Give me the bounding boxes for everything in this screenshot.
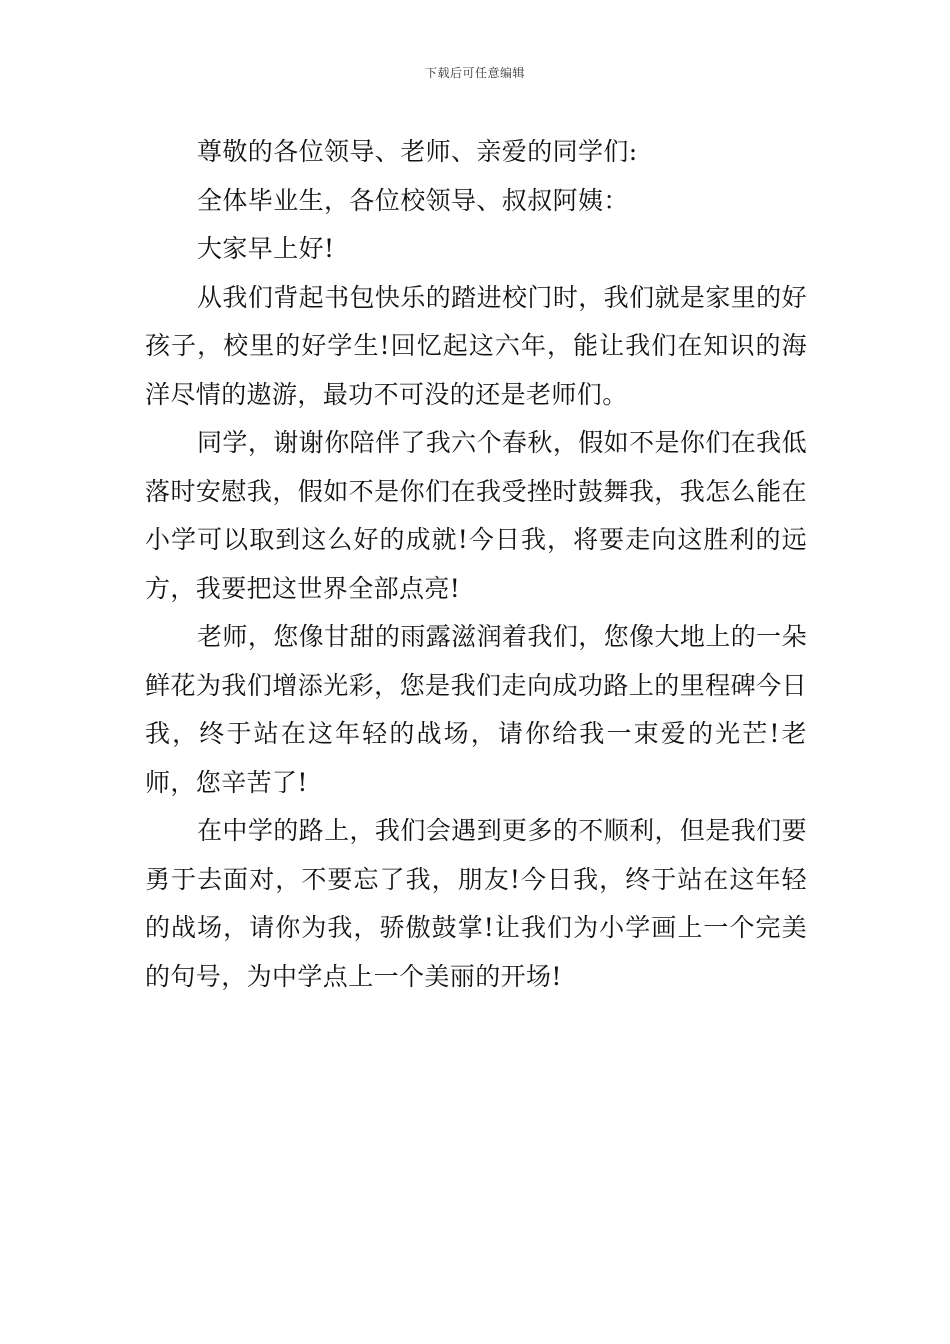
greeting-line-3: 大家早上好!	[197, 234, 335, 263]
paragraph-classmates: 同学，谢谢你陪伴了我六个春秋，假如不是你们在我低落时安慰我，假如不是你们在我受挫时鼓舞我，我怎么能在小学可以取到这么好的成就!今日我，将要走向这胜利的远方，我要把这世界全部点亮!	[145, 428, 807, 603]
paragraph-teachers: 老师，您像甘甜的雨露滋润着我们，您像大地上的一朵鲜花为我们增添光彩，您是我们走向成功路上的里程碑今日我，终于站在这年轻的战场，请你给我一束爱的光芒!老师，您辛苦了!	[145, 622, 807, 797]
document-body	[145, 128, 807, 1001]
greeting-line-1: 尊敬的各位领导、老师、亲爱的同学们:	[197, 137, 638, 166]
page-header: 下载后可任意编辑	[424, 66, 525, 80]
paragraph-middle-school: 在中学的路上，我们会遇到更多的不顺利，但是我们要勇于去面对，不要忘了我，朋友!今日我，终于站在这年轻的战场，请你为我，骄傲鼓掌!让我们为小学画上一个完美的句号，为中学点上一个美丽的开场!	[145, 816, 807, 991]
greeting-line-2: 全体毕业生，各位校领导、叔叔阿姨：	[197, 185, 629, 215]
paragraph-school-memories: 从我们背起书包快乐的踏进校门时，我们就是家里的好孩子，校里的好学生!回忆起这六年，能让我们在知识的海洋尽情的遨游，最功不可没的还是老师们。	[145, 282, 807, 409]
